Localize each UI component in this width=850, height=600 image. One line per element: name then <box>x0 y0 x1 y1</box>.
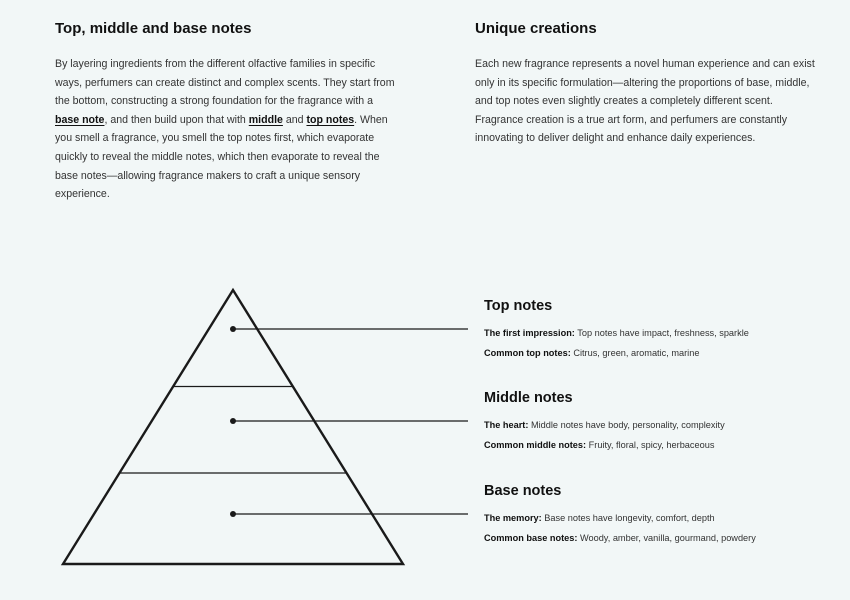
middle-notes-common <box>484 436 824 456</box>
top-note-marker <box>230 326 236 332</box>
middle-notes-title: Middle notes <box>484 390 573 406</box>
top-notes-impression <box>484 324 824 344</box>
middle-link[interactable]: middle <box>248 113 283 126</box>
middle-notes-heart-label: The heart: <box>484 420 529 430</box>
top-notes-common-label: Common top notes: <box>484 347 571 358</box>
section-title-unique: Unique creations <box>475 20 597 37</box>
base-notes-common-label: Common base notes: <box>484 532 578 543</box>
base-notes-common-text: Woody, amber, vanilla, gourmand, powdery <box>577 532 756 543</box>
left-section <box>55 18 400 204</box>
top-notes-impression-label: The first impression: <box>484 328 575 338</box>
paragraph-rest: . When you smell a fragrance, you smell the top notes first, which evaporate quickly to reveal the middle notes, which then evaporate to reveal the base notes—allowing fragrance makers to craft a unique sensory experience. <box>55 113 388 201</box>
right-section <box>475 18 820 148</box>
base-notes-memory-text: Base notes have longevity, comfort, depth <box>541 513 715 523</box>
middle-notes-heart-text: Middle notes have body, personality, complexity <box>528 420 725 430</box>
middle-notes-block <box>484 388 824 455</box>
top-notes-link[interactable]: top notes <box>306 113 355 126</box>
base-notes-memory <box>484 509 824 529</box>
base-note-marker <box>230 511 236 517</box>
paragraph-and: and <box>282 113 307 126</box>
section-title-notes: Top, middle and base notes <box>55 20 252 37</box>
middle-notes-common-text: Fruity, floral, spicy, herbaceous <box>586 439 715 450</box>
middle-note-marker <box>230 418 236 424</box>
base-notes-title: Base notes <box>484 483 562 499</box>
paragraph-mid: , and then build upon that with <box>104 113 249 126</box>
notes-paragraph <box>55 55 400 204</box>
top-notes-impression-text: Top notes have impact, freshness, sparkle <box>574 328 749 338</box>
paragraph-intro: By layering ingredients from the different olfactive families in specific ways, perfumers can create distinct and complex scents. They start from the bottom, constructing a strong foundation for the fragrance with a <box>55 58 395 108</box>
top-notes-common <box>484 344 824 364</box>
middle-notes-common-label: Common middle notes: <box>484 439 587 450</box>
base-notes-memory-label: The memory: <box>484 513 542 523</box>
top-notes-common-text: Citrus, green, aromatic, marine <box>570 347 700 358</box>
base-note-link[interactable]: base note <box>55 113 105 126</box>
top-notes-title: Top notes <box>484 298 553 314</box>
top-notes-block <box>484 296 824 363</box>
base-notes-block <box>484 481 824 548</box>
middle-notes-heart <box>484 416 824 436</box>
pyramid-outline <box>63 290 403 564</box>
base-notes-common <box>484 529 824 549</box>
unique-paragraph: Each new fragrance represents a novel human experience and can exist only in its specific formulation—altering the proportions of base, middle, and top notes even slightly creates a completely different scent. Fragrance creation is a true art form, and perfumers are constantly innovating to deliver delight and enhance daily experiences. <box>475 58 815 145</box>
